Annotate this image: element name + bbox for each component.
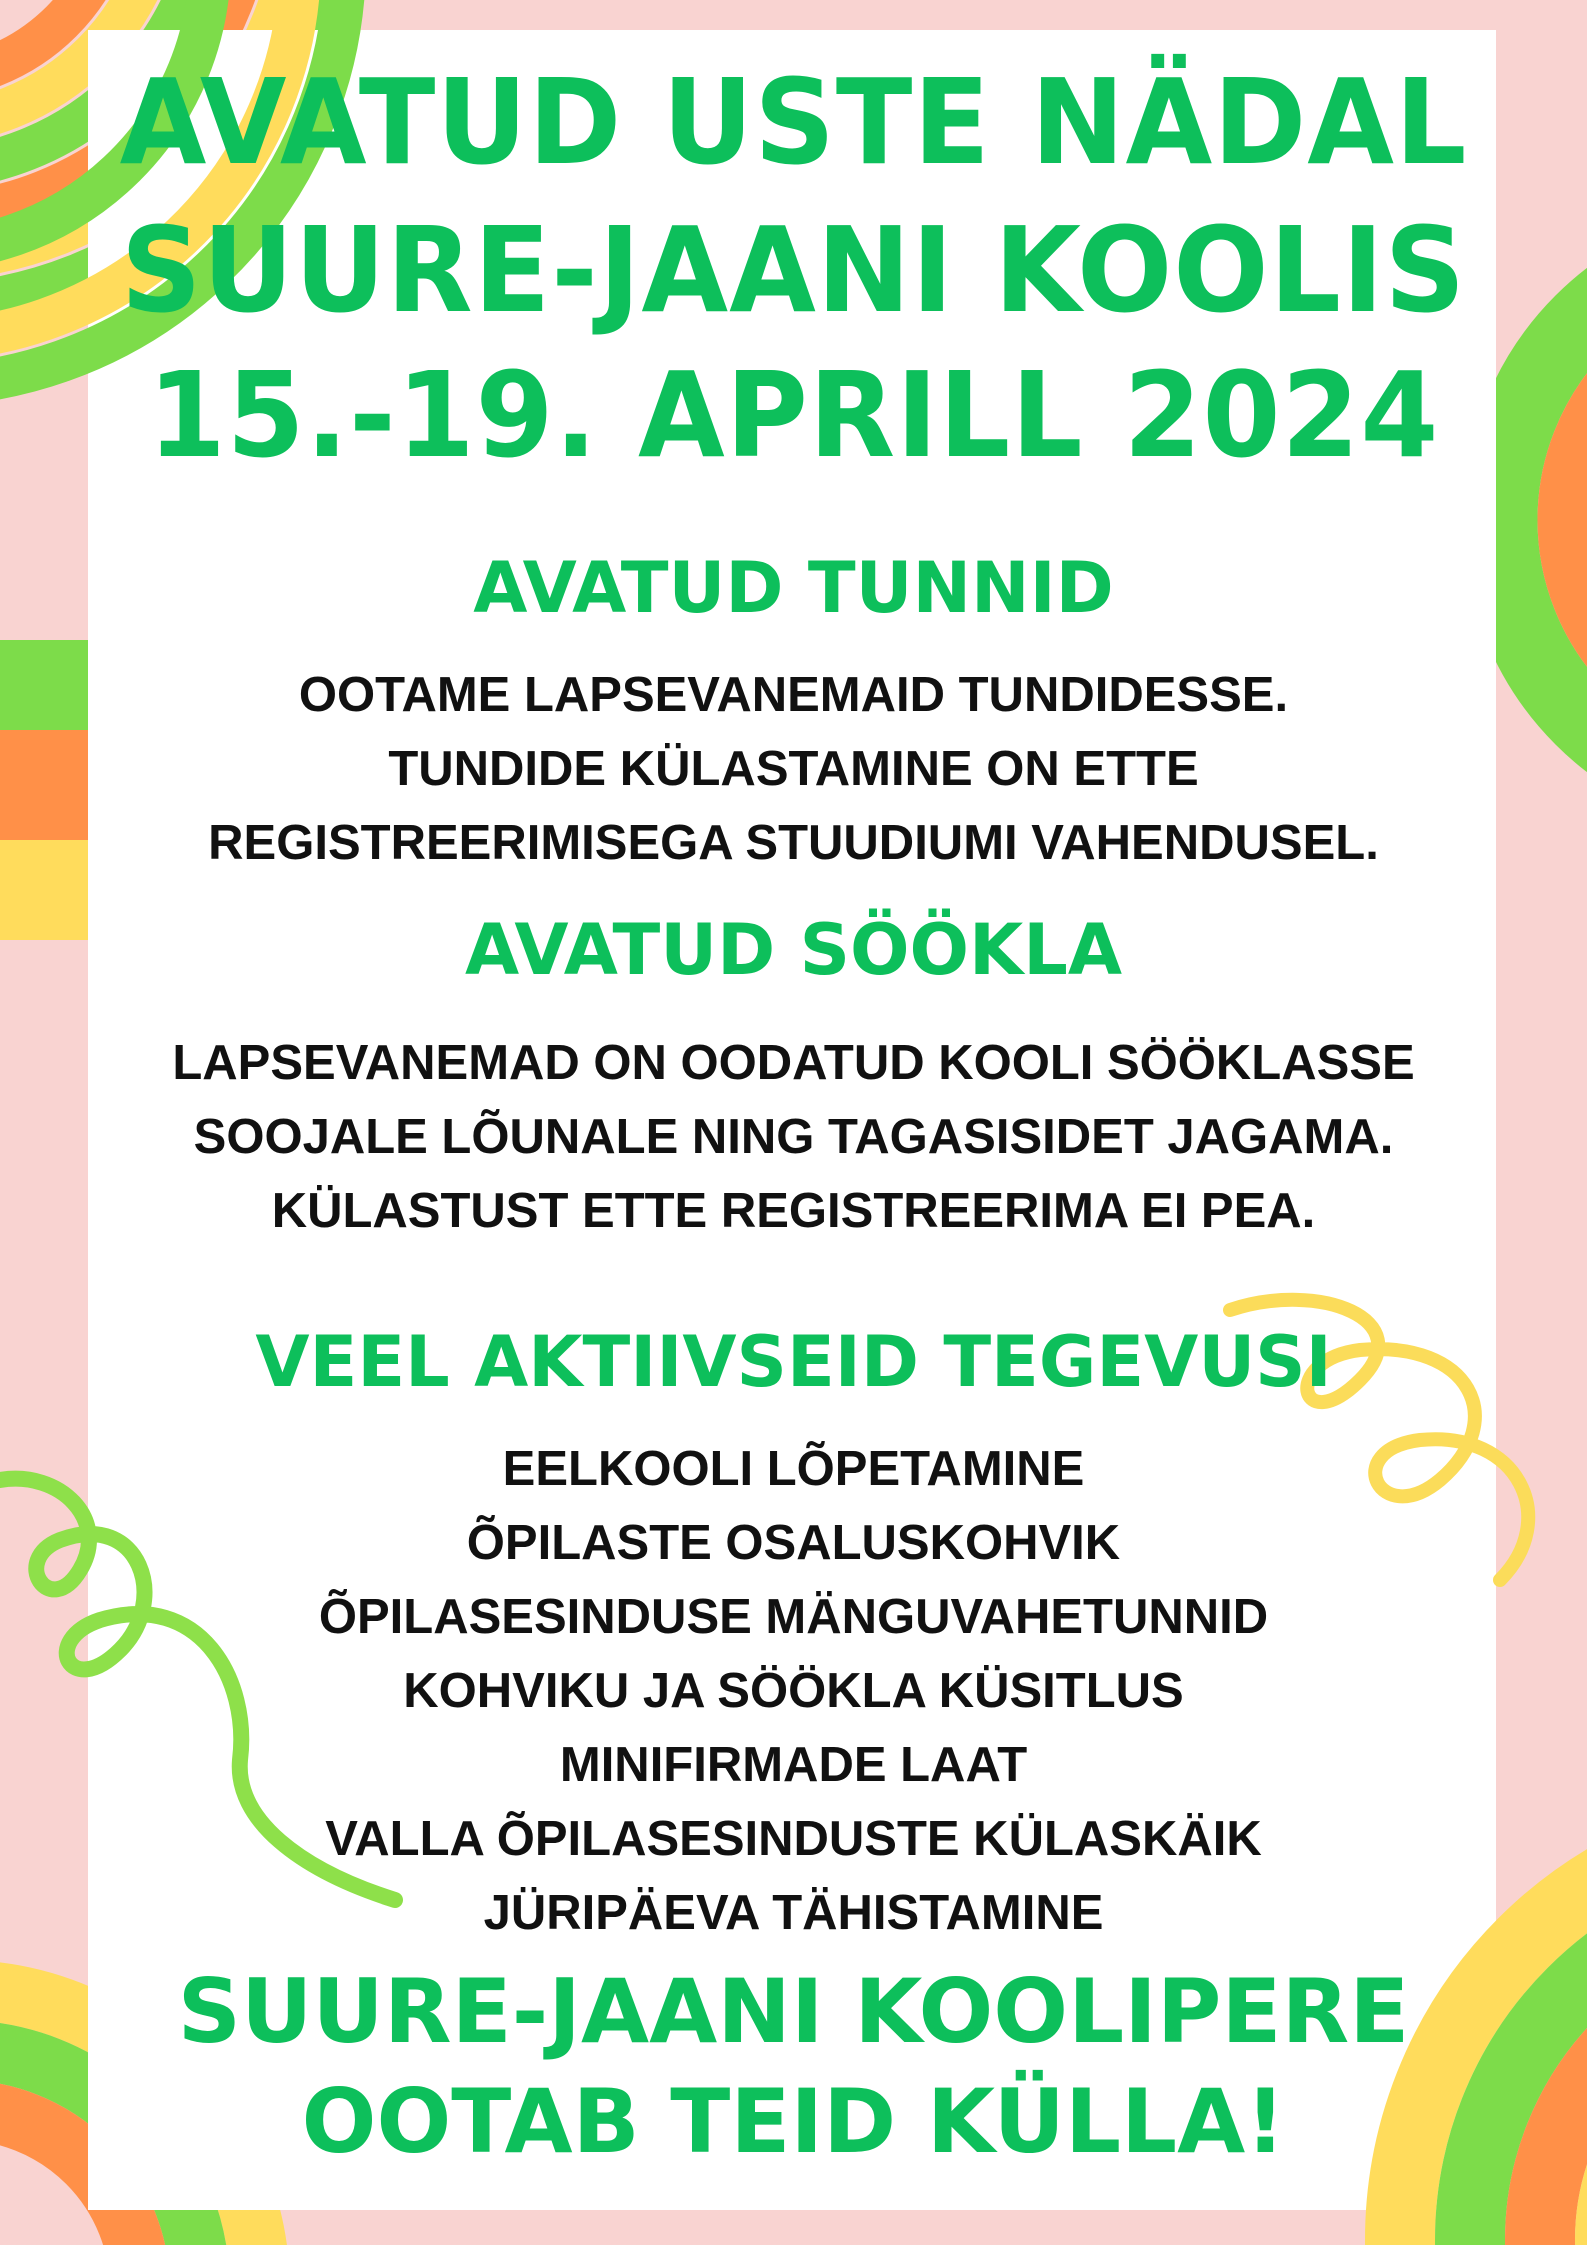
open-canteen-line-2: SOOJALE LÕUNALE NING TAGASISIDET JAGAMA. — [193, 1110, 1394, 1164]
activity-item: EELKOOLI LÕPETAMINE — [502, 1442, 1085, 1496]
open-canteen-line-3: KÜLASTUST ETTE REGISTREERIMA EI PEA. — [271, 1184, 1316, 1238]
activity-item: ÕPILASESINDUSE MÄNGUVAHETUNNID — [318, 1590, 1269, 1644]
closing-line-2: OOTAB TEID KÜLLA! — [301, 2070, 1286, 2173]
title-line-2: SUURE-JAANI KOOLIS — [120, 201, 1467, 339]
activity-item: MINIFIRMADE LAAT — [559, 1738, 1028, 1792]
open-lessons-line-2: TUNDIDE KÜLASTAMINE ON ETTE — [388, 742, 1199, 796]
open-lessons-line-3: REGISTREERIMISEGA STUUDIUMI VAHENDUSEL. — [208, 816, 1379, 870]
section-heading-open-canteen: AVATUD SÖÖKLA — [464, 909, 1123, 991]
title-line-3: 15.-19. APRILL 2024 — [147, 346, 1440, 484]
section-heading-more-activities: VEEL AKTIIVSEID TEGEVUSI — [255, 1321, 1332, 1403]
activity-item: JÜRIPÄEVA TÄHISTAMINE — [483, 1886, 1104, 1940]
activity-item: VALLA ÕPILASESINDUSTE KÜLASKÄIK — [325, 1812, 1262, 1866]
closing-line-1: SUURE-JAANI KOOLIPERE — [177, 1960, 1410, 2063]
open-canteen-line-1: LAPSEVANEMAD ON OODATUD KOOLI SÖÖKLASSE — [172, 1036, 1415, 1090]
title-line-1: AVATUD USTE NÄDAL — [119, 53, 1468, 191]
activity-item: ÕPILASTE OSALUSKOHVIK — [466, 1516, 1121, 1570]
activity-item: KOHVIKU JA SÖÖKLA KÜSITLUS — [403, 1664, 1184, 1718]
open-lessons-line-1: OOTAME LAPSEVANEMAID TUNDIDESSE. — [298, 668, 1289, 722]
section-heading-open-lessons: AVATUD TUNNID — [473, 547, 1114, 629]
